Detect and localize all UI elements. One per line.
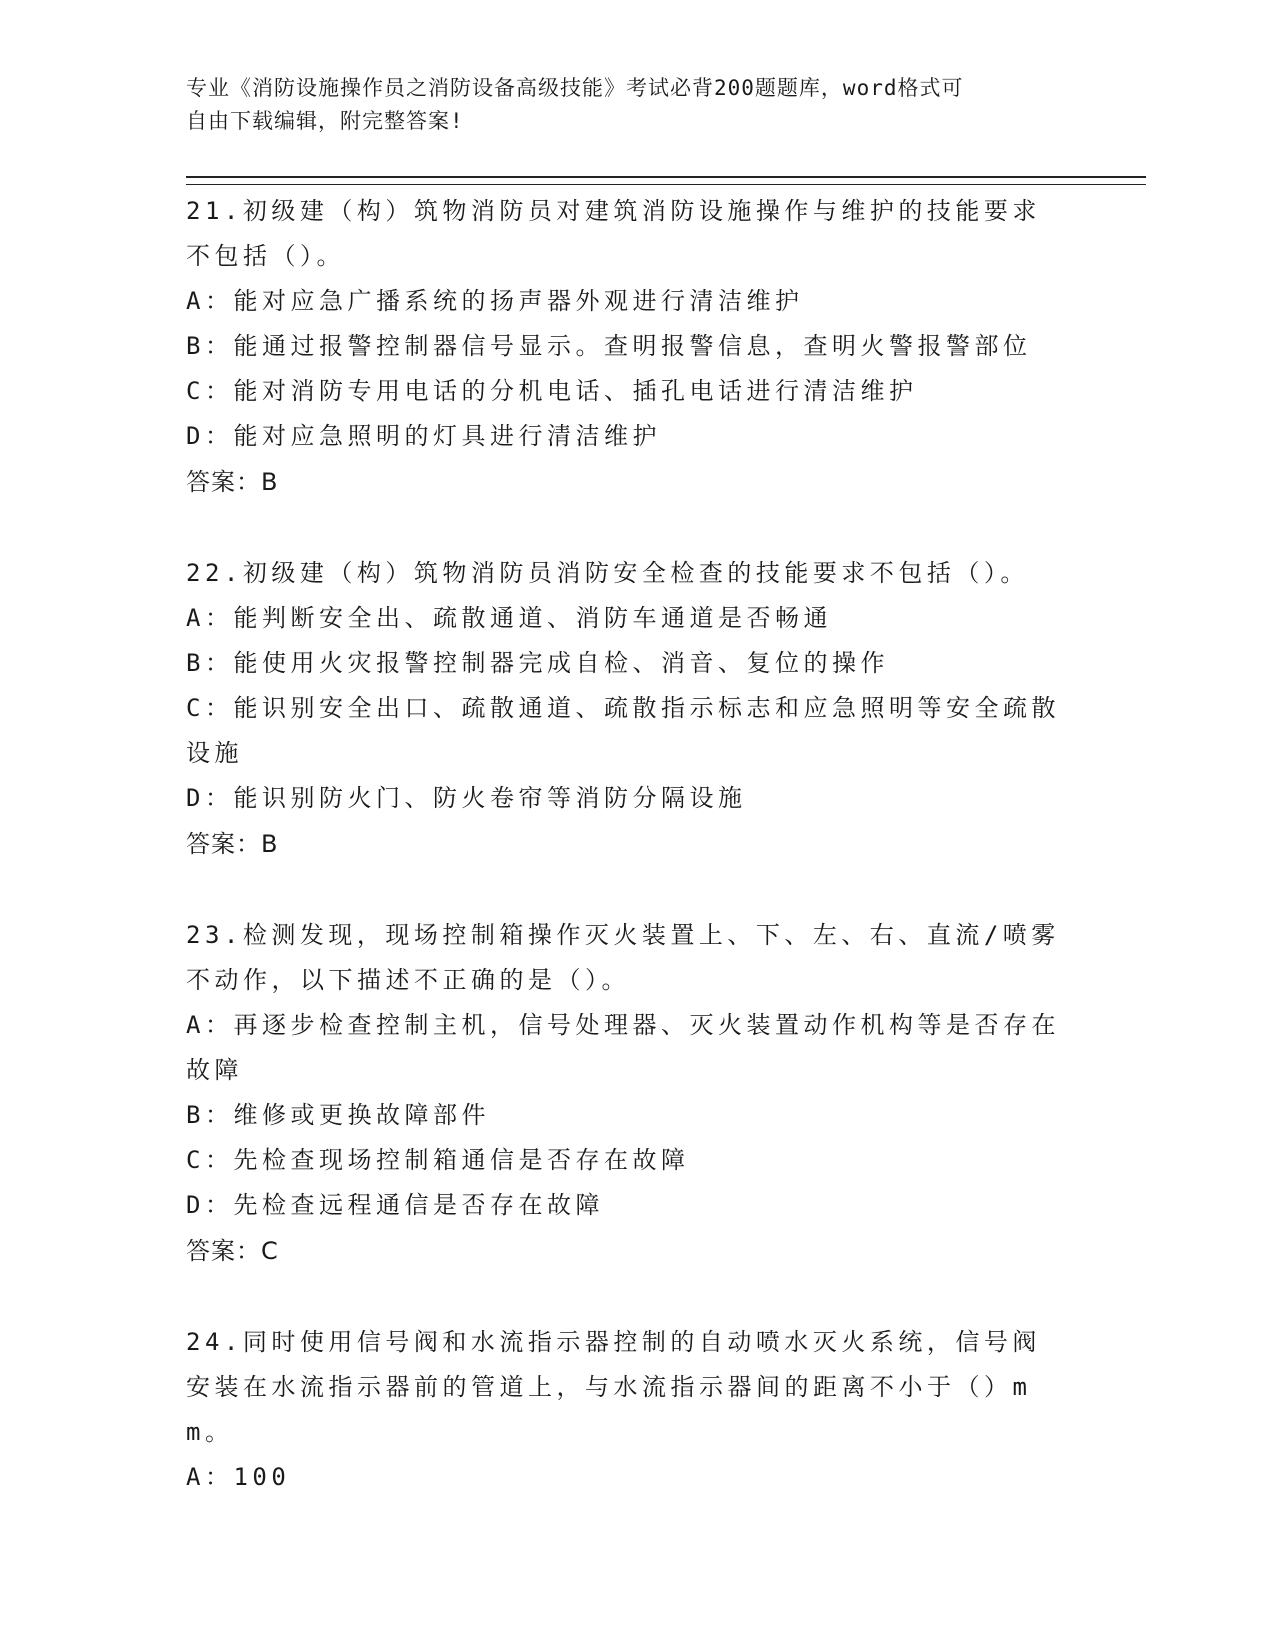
option-a: A：100 <box>186 1463 291 1491</box>
answer: 答案：B <box>186 830 279 858</box>
option-b: B：能通过报警控制器信号显示。查明报警信息，查明火警报警部位 <box>186 332 1032 360</box>
option-d: D：能识别防火门、防火卷帘等消防分隔设施 <box>186 784 747 812</box>
option-a: A：再逐步检查控制主机，信号处理器、灭火装置动作机构等是否存在故障 <box>186 1011 1060 1084</box>
question-stem: 21.初级建（构）筑物消防员对建筑消防设施操作与维护的技能要求不包括（）。 <box>186 197 1041 270</box>
question-stem: 23.检测发现，现场控制箱操作灭火装置上、下、左、右、直流/喷雾不动作，以下描述不正确的是（）。 <box>186 921 1060 994</box>
option-b: B：维修或更换故障部件 <box>186 1101 490 1129</box>
document-header <box>186 72 1066 138</box>
question-stem: 24.同时使用信号阀和水流指示器控制的自动喷水灭火系统，信号阀安装在水流指示器前的管道上，与水流指示器间的距离不小于（）mm。 <box>186 1328 1041 1446</box>
question-list <box>186 189 1066 1546</box>
question-21 <box>186 189 1066 505</box>
option-a: A：能对应急广播系统的扬声器外观进行清洁维护 <box>186 287 804 315</box>
answer: 答案：C <box>186 1237 279 1265</box>
header-line-1: 专业《消防设施操作员之消防设备高级技能》考试必背200题题库，word格式可 <box>186 76 964 100</box>
header-line-2: 自由下载编辑，附完整答案! <box>186 109 464 133</box>
option-d: D：能对应急照明的灯具进行清洁维护 <box>186 422 661 450</box>
question-stem: 22.初级建（构）筑物消防员消防安全检查的技能要求不包括（）。 <box>186 559 1029 587</box>
option-c: C：能识别安全出口、疏散通道、疏散指示标志和应急照明等安全疏散设施 <box>186 694 1060 767</box>
option-b: B：能使用火灾报警控制器完成自检、消音、复位的操作 <box>186 649 889 677</box>
option-c: C：能对消防专用电话的分机电话、插孔电话进行清洁维护 <box>186 377 918 405</box>
question-23 <box>186 913 1066 1274</box>
option-a: A：能判断安全出、疏散通道、消防车通道是否畅通 <box>186 604 832 632</box>
question-22 <box>186 551 1066 867</box>
header-divider <box>186 176 1146 185</box>
option-c: C：先检查现场控制箱通信是否存在故障 <box>186 1146 690 1174</box>
option-d: D：先检查远程通信是否存在故障 <box>186 1191 604 1219</box>
question-24 <box>186 1320 1066 1500</box>
answer: 答案：B <box>186 468 279 496</box>
